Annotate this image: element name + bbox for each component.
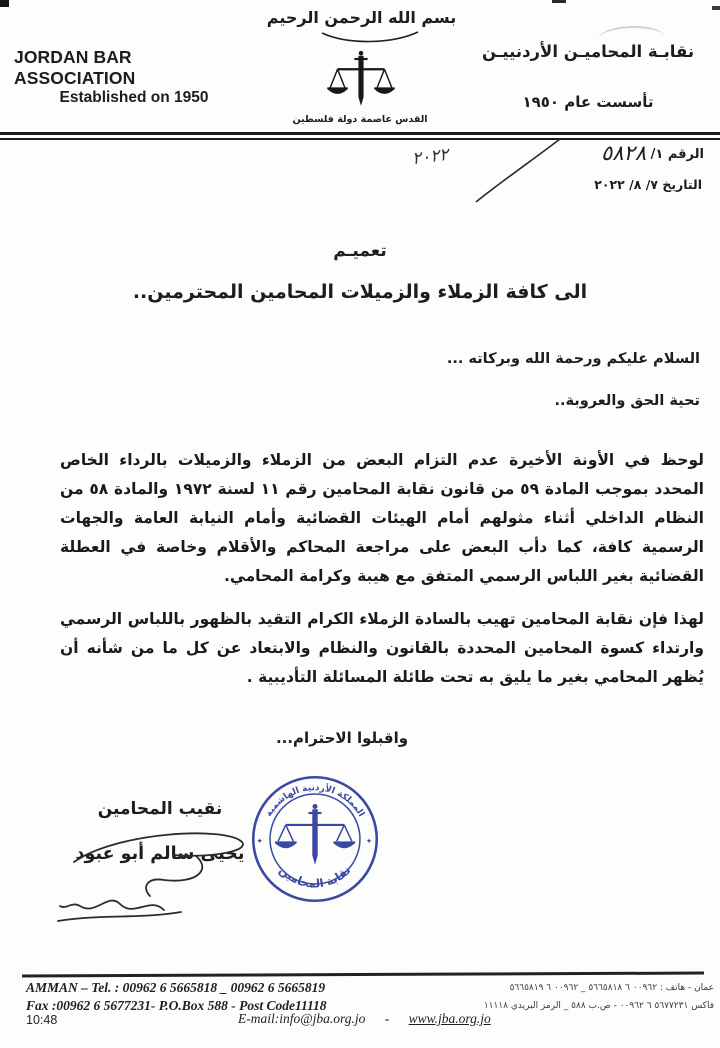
body-paragraph-2: لهذا فإن نقابة المحامين تهيب بالسادة الزملاء الكرام التقيد بالظهور باللباس الرسمي وارتداء كسوة المحامين المحددة بالقانون والنظام والابتعاد عن كل ما من شأنه أن يُظهر المحامي بغير ما يليق به تحت طائلة المسائلة التأديبية .: [60, 610, 704, 686]
stamp-bottom-arc-text: نقابة المحامين: [276, 862, 354, 891]
footer-address-ar-line1: عمان - هاتف : ٠٠٩٦٢ ٦ ٥٦٦٥٨١٨ _ ٠٠٩٦٢ ٦ ٥٦٦٥٨١٩: [509, 983, 714, 993]
date-value: ٧/ ٨/ ٢٠٢٢: [594, 177, 658, 192]
svg-text:نقابة المحامين: [277, 863, 354, 891]
footer-email: E-mail:info@jba.org.jo: [238, 1011, 366, 1026]
established-arabic: تأسست عام ١٩٥٠: [522, 93, 654, 111]
footer-address-ar-line2: فاكس ٥٦٧٧٢٣١ ٦ ٠٠٩٦٢ - ص.ب ٥٨٨ _ الرمز البريدي ١١١١٨: [483, 1001, 714, 1011]
circular-title: تعميـم: [333, 241, 387, 261]
org-name-english: JORDAN BAR ASSOCIATION: [14, 47, 136, 88]
bismillah-calligraphy-tail: [320, 30, 420, 46]
closing-line: واقبلوا الاحترام...: [275, 729, 409, 747]
reference-year-handwritten: ٢٠٢٢: [410, 144, 450, 170]
footer-contact-line: [238, 1011, 491, 1027]
footer-rule: [22, 972, 704, 977]
footer-separator: -: [384, 1011, 390, 1026]
handwritten-signature: [46, 826, 271, 941]
stamp-top-arc-text: المملكة الأردنية الهاشمية: [264, 783, 366, 819]
scan-artifact-top: [552, 0, 566, 3]
signatory-name: يحيى سالم أبو عبود: [75, 844, 245, 864]
footer-address-en-line2: Fax :00962 6 5677231- P.O.Box 588 - Post Code11118: [26, 998, 327, 1013]
reference-number-label: الرقم ١/: [650, 147, 704, 162]
letter-body: [60, 446, 704, 706]
reference-number-line: [601, 141, 704, 165]
handwritten-slash: [468, 136, 568, 206]
scan-artifact-right: [712, 6, 720, 10]
org-name-arabic: نقابـة المحاميـن الأردنييـن: [481, 42, 695, 61]
logo-caption: القدس عاصمة دولة فلسطين: [292, 114, 428, 125]
body-paragraph-1: لوحظ في الأونة الأخيرة عدم التزام البعض من الزملاء والزميلات بالرداء الخاص المحدد بموجب المادة ٥٩ من قانون نقابة المحامين رقم ١١ لسنة ١٩٧٢ والمادة ٥٨ من النظام الداخلي أثناء مثولهم أمام الهيئات القضائية وأمام النيابة العامة والجهات الرسمية كافة، كما دأب البعض على مراجعة المحاكم والأقلام وخاصة في العطلة القضائية بغير اللباس الرسمي المتفق مع هيبة وكرامة المحامي.: [60, 451, 704, 585]
stamp-scales-icon: [275, 805, 355, 863]
scales-of-justice-icon: [322, 48, 400, 114]
header-rule-bottom: [0, 138, 720, 140]
scan-smudge: [598, 25, 664, 39]
footer-website: www.jba.org.jo: [408, 1011, 491, 1026]
reference-number-handwritten: ٥٨٢٨: [600, 141, 647, 165]
date-line: [594, 177, 702, 192]
scan-timestamp: 10:48: [26, 1013, 58, 1027]
scan-artifact-corner: [0, 0, 9, 7]
greeting-salam: السلام عليكم ورحمة الله وبركاته ...: [446, 351, 700, 367]
header-rule-top: [0, 132, 720, 135]
bismillah-text: بسم الله الرحمن الرحيم: [266, 8, 457, 27]
signatory-title: نقيب المحامين: [97, 799, 223, 819]
greeting-tahiya: تحية الحق والعروبة..: [554, 393, 700, 409]
footer-address-en-line1: AMMAN – Tel. : 00962 6 5665818 _ 00962 6 5665819: [26, 980, 326, 995]
established-english: Established on 1950: [59, 89, 209, 106]
stamp-star-right: ✦: [365, 836, 373, 846]
addressee-line: الى كافة الزملاء والزميلات المحامين المحترمين..: [132, 281, 588, 303]
date-label: التاريخ: [662, 177, 702, 192]
stamp-star-left: ✦: [256, 836, 263, 846]
